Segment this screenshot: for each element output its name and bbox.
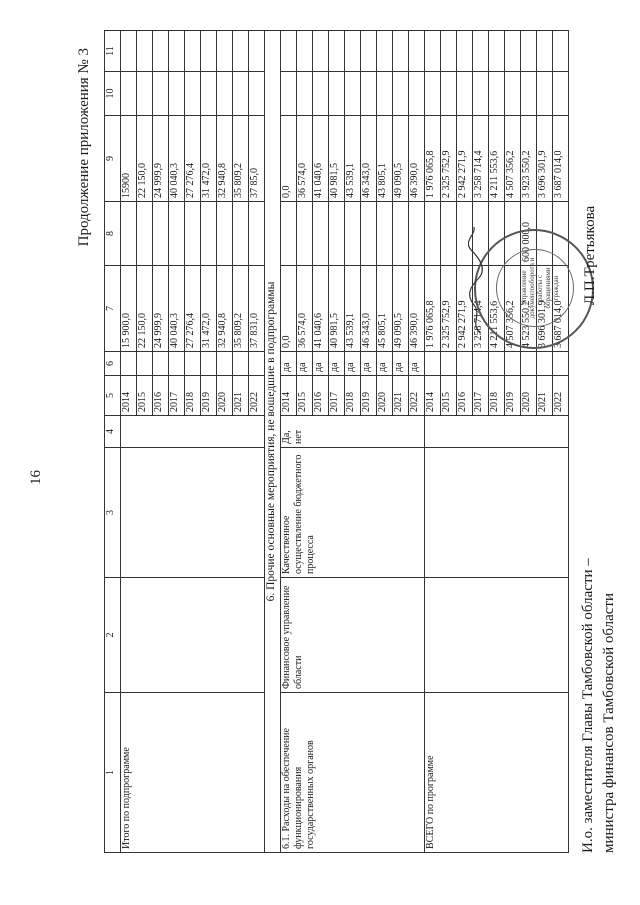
value-cell xyxy=(153,202,169,266)
empty-cell xyxy=(329,72,345,116)
value-cell: 1 976 065,8 xyxy=(425,116,441,202)
header-cell: 6 xyxy=(105,352,121,376)
empty-cell xyxy=(457,31,473,72)
empty-cell xyxy=(393,202,409,266)
continuation-title: Продолжение приложения № 3 xyxy=(76,48,92,247)
empty-cell xyxy=(217,31,233,72)
program-table xyxy=(104,30,569,853)
value-cell xyxy=(201,202,217,266)
empty-cell xyxy=(249,31,265,72)
yes-no-cell: да xyxy=(313,352,329,376)
value-cell: 36 574,0 xyxy=(297,116,313,202)
value-cell: 49 090,5 xyxy=(393,266,409,352)
value-cell: 27 276,4 xyxy=(185,116,201,202)
empty-cell xyxy=(553,72,569,116)
empty-cell xyxy=(313,202,329,266)
year-cell: 2015 xyxy=(137,376,153,416)
value-cell: 4 523 550,2 xyxy=(521,266,537,352)
year-cell: 2014 xyxy=(425,376,441,416)
value-cell: 43 539,1 xyxy=(345,116,361,202)
value-cell: 3 687 014,0 xyxy=(553,116,569,202)
empty-cell xyxy=(201,31,217,72)
empty-cell xyxy=(377,202,393,266)
empty-cell xyxy=(121,31,137,72)
value-cell: 31 472,0 xyxy=(201,116,217,202)
yes-no-cell: да xyxy=(377,352,393,376)
measure-name: 6.1. Расходы на обеспечение функционирования государственных органов xyxy=(281,693,425,853)
year-cell: 2018 xyxy=(489,376,505,416)
empty-cell xyxy=(393,72,409,116)
year-cell: 2022 xyxy=(553,376,569,416)
empty-cell xyxy=(137,31,153,72)
empty-cell xyxy=(249,352,265,376)
value-cell: 32 940,8 xyxy=(217,116,233,202)
year-cell: 2020 xyxy=(521,376,537,416)
empty-cell xyxy=(505,31,521,72)
table-row xyxy=(281,31,297,853)
subprogram-total-label: Итого по подпрограмме xyxy=(121,693,265,853)
year-cell: 2015 xyxy=(297,376,313,416)
empty-cell xyxy=(489,352,505,376)
empty-cell xyxy=(217,72,233,116)
empty-cell xyxy=(537,31,553,72)
yes-no-cell: да xyxy=(361,352,377,376)
stamp-text: Управление документооборота и работы с обращениями граждан xyxy=(520,257,560,319)
value-cell: 3 696 301,9 xyxy=(537,116,553,202)
value-cell xyxy=(249,202,265,266)
year-cell: 2014 xyxy=(121,376,137,416)
empty-cell xyxy=(153,31,169,72)
value-cell: 40 981,5 xyxy=(329,116,345,202)
measure-executor: Финансовое управление области xyxy=(281,578,425,693)
measure-unit: Да, нет xyxy=(281,416,425,448)
value-cell: 24 999,9 xyxy=(153,116,169,202)
year-cell: 2020 xyxy=(217,376,233,416)
empty-cell xyxy=(425,578,569,693)
empty-cell xyxy=(457,72,473,116)
value-cell: 3 923 550,2 xyxy=(521,116,537,202)
empty-cell xyxy=(441,31,457,72)
empty-cell xyxy=(281,31,297,72)
value-cell: 3 258 714,4 xyxy=(473,266,489,352)
empty-cell xyxy=(457,352,473,376)
value-cell: 15 900,0 xyxy=(121,266,137,352)
header-cell: 8 xyxy=(105,202,121,266)
signature-title-line2: министра финансов Тамбовской области xyxy=(601,593,617,853)
empty-cell xyxy=(473,352,489,376)
empty-cell xyxy=(345,31,361,72)
value-cell xyxy=(217,202,233,266)
value-cell: 3 687 014,0 xyxy=(553,266,569,352)
value-cell: 45 805,1 xyxy=(377,266,393,352)
empty-cell xyxy=(489,72,505,116)
year-cell: 2021 xyxy=(393,376,409,416)
empty-cell xyxy=(329,202,345,266)
empty-cell xyxy=(185,352,201,376)
yes-no-cell: да xyxy=(281,352,297,376)
page-number: 16 xyxy=(28,470,44,485)
value-cell: 46 390,0 xyxy=(409,116,425,202)
value-cell xyxy=(169,202,185,266)
empty-cell xyxy=(537,72,553,116)
empty-cell xyxy=(473,31,489,72)
yes-no-cell: да xyxy=(345,352,361,376)
value-cell: 35 809,2 xyxy=(233,266,249,352)
empty-cell xyxy=(521,352,537,376)
year-cell: 2016 xyxy=(313,376,329,416)
table-row xyxy=(425,31,441,853)
empty-cell xyxy=(153,72,169,116)
header-cell: 1 xyxy=(105,693,121,853)
empty-cell xyxy=(217,352,233,376)
empty-cell xyxy=(121,72,137,116)
empty-cell xyxy=(169,72,185,116)
value-cell: 43 539,1 xyxy=(345,266,361,352)
empty-cell xyxy=(505,72,521,116)
value-cell: 4 211 553,6 xyxy=(489,266,505,352)
value-cell: 46 390,0 xyxy=(409,266,425,352)
empty-cell xyxy=(393,31,409,72)
value-cell: 46 343,0 xyxy=(361,266,377,352)
empty-cell xyxy=(521,72,537,116)
signature-title-line1: И.о. заместителя Главы Тамбовской области – xyxy=(580,558,596,853)
empty-cell xyxy=(345,72,361,116)
empty-cell xyxy=(249,72,265,116)
empty-cell xyxy=(409,31,425,72)
value-cell: 600 000,0 xyxy=(521,202,537,266)
value-cell: 1 976 065,8 xyxy=(425,266,441,352)
year-cell: 2022 xyxy=(409,376,425,416)
measure-indicator: Качественное осуществление бюджетного процесса xyxy=(281,448,425,578)
value-cell: 49 090,5 xyxy=(393,116,409,202)
empty-cell xyxy=(185,72,201,116)
value-cell: 32 940,8 xyxy=(217,266,233,352)
value-cell: 35 809,2 xyxy=(233,116,249,202)
value-cell: 22 150,0 xyxy=(137,266,153,352)
value-cell: 15900 xyxy=(121,116,137,202)
empty-cell xyxy=(425,31,441,72)
empty-cell xyxy=(537,352,553,376)
empty-cell xyxy=(425,448,569,578)
yes-no-cell: да xyxy=(297,352,313,376)
value-cell: 36 574,0 xyxy=(297,266,313,352)
empty-cell xyxy=(409,72,425,116)
value-cell: 37 85,0 xyxy=(249,116,265,202)
value-cell: 4 211 553,6 xyxy=(489,116,505,202)
year-cell: 2015 xyxy=(441,376,457,416)
empty-cell xyxy=(361,72,377,116)
header-cell: 3 xyxy=(105,448,121,578)
year-cell: 2017 xyxy=(329,376,345,416)
empty-cell xyxy=(425,352,441,376)
value-cell xyxy=(137,202,153,266)
year-cell: 2018 xyxy=(185,376,201,416)
value-cell: 43 805,1 xyxy=(377,116,393,202)
empty-cell xyxy=(297,72,313,116)
empty-cell xyxy=(233,352,249,376)
empty-cell xyxy=(201,352,217,376)
empty-cell xyxy=(313,31,329,72)
empty-cell xyxy=(297,202,313,266)
empty-cell xyxy=(137,352,153,376)
table-row xyxy=(121,31,137,853)
empty-cell xyxy=(233,72,249,116)
year-cell: 2016 xyxy=(457,376,473,416)
yes-no-cell: да xyxy=(329,352,345,376)
year-cell: 2016 xyxy=(153,376,169,416)
empty-cell xyxy=(425,72,441,116)
value-cell: 46 343,0 xyxy=(361,116,377,202)
header-cell: 2 xyxy=(105,578,121,693)
signatory-name: Л.П.Третьякова xyxy=(582,205,598,305)
year-cell: 2018 xyxy=(345,376,361,416)
value-cell: 40 981,5 xyxy=(329,266,345,352)
empty-cell xyxy=(521,31,537,72)
header-cell: 11 xyxy=(105,31,121,72)
value-cell: 2 325 752,9 xyxy=(441,116,457,202)
value-cell xyxy=(233,202,249,266)
value-cell xyxy=(185,202,201,266)
value-cell: 37 831,0 xyxy=(249,266,265,352)
value-cell: 0,0 xyxy=(281,116,297,202)
value-cell: 2 942 271,9 xyxy=(457,266,473,352)
empty-cell xyxy=(505,352,521,376)
empty-cell xyxy=(345,202,361,266)
value-cell: 4 507 356,2 xyxy=(505,266,521,352)
value-cell: 31 472,0 xyxy=(201,266,217,352)
value-cell: 3 258 714,4 xyxy=(473,116,489,202)
empty-cell xyxy=(409,202,425,266)
value-cell: 4 507 356,2 xyxy=(505,116,521,202)
header-cell: 4 xyxy=(105,416,121,448)
header-cell: 10 xyxy=(105,72,121,116)
value-cell: 40 040,3 xyxy=(169,116,185,202)
year-cell: 2017 xyxy=(169,376,185,416)
year-cell: 2022 xyxy=(249,376,265,416)
value-cell: 41 040,6 xyxy=(313,116,329,202)
empty-cell xyxy=(489,31,505,72)
empty-cell xyxy=(441,352,457,376)
empty-cell xyxy=(281,72,297,116)
value-cell: 27 276,4 xyxy=(185,266,201,352)
year-cell: 2021 xyxy=(537,376,553,416)
empty-cell xyxy=(441,72,457,116)
value-cell: 0,0 xyxy=(281,266,297,352)
yes-no-cell: да xyxy=(409,352,425,376)
empty-cell xyxy=(361,31,377,72)
empty-cell xyxy=(425,416,569,448)
empty-cell xyxy=(153,352,169,376)
yes-no-cell: да xyxy=(393,352,409,376)
empty-cell xyxy=(297,31,313,72)
value-cell: 3 696 301,9 xyxy=(537,266,553,352)
empty-cell xyxy=(121,448,265,578)
value-cell: 24 999,9 xyxy=(153,266,169,352)
header-cell: 9 xyxy=(105,116,121,202)
header-row xyxy=(105,31,121,853)
year-cell: 2021 xyxy=(233,376,249,416)
section-row xyxy=(265,31,281,853)
section-title: 6. Прочие основные мероприятия, не вошедшие в подпрограммы xyxy=(265,31,281,853)
value-cell: 2 942 271,9 xyxy=(457,116,473,202)
handwritten-signature xyxy=(468,225,484,335)
value-cell xyxy=(425,202,441,266)
official-stamp xyxy=(474,229,594,349)
empty-cell xyxy=(121,578,265,693)
value-cell xyxy=(121,202,137,266)
year-cell: 2019 xyxy=(361,376,377,416)
year-cell: 2019 xyxy=(201,376,217,416)
year-cell: 2017 xyxy=(473,376,489,416)
empty-cell xyxy=(313,72,329,116)
empty-cell xyxy=(233,31,249,72)
empty-cell xyxy=(201,72,217,116)
empty-cell xyxy=(377,31,393,72)
empty-cell xyxy=(137,72,153,116)
empty-cell xyxy=(329,31,345,72)
value-cell: 22 150,0 xyxy=(137,116,153,202)
header-cell: 5 xyxy=(105,376,121,416)
program-total-label: ВСЕГО по программе xyxy=(425,693,569,853)
empty-cell xyxy=(121,416,265,448)
empty-cell xyxy=(281,202,297,266)
value-cell: 40 040,3 xyxy=(169,266,185,352)
year-cell: 2014 xyxy=(281,376,297,416)
empty-cell xyxy=(185,31,201,72)
value-cell xyxy=(441,202,457,266)
empty-cell xyxy=(169,352,185,376)
empty-cell xyxy=(121,352,137,376)
year-cell: 2020 xyxy=(377,376,393,416)
empty-cell xyxy=(361,202,377,266)
value-cell: 41 040,6 xyxy=(313,266,329,352)
empty-cell xyxy=(473,72,489,116)
empty-cell xyxy=(377,72,393,116)
header-cell: 7 xyxy=(105,266,121,352)
value-cell: 2 325 752,9 xyxy=(441,266,457,352)
empty-cell xyxy=(553,31,569,72)
year-cell: 2019 xyxy=(505,376,521,416)
empty-cell xyxy=(553,352,569,376)
empty-cell xyxy=(169,31,185,72)
